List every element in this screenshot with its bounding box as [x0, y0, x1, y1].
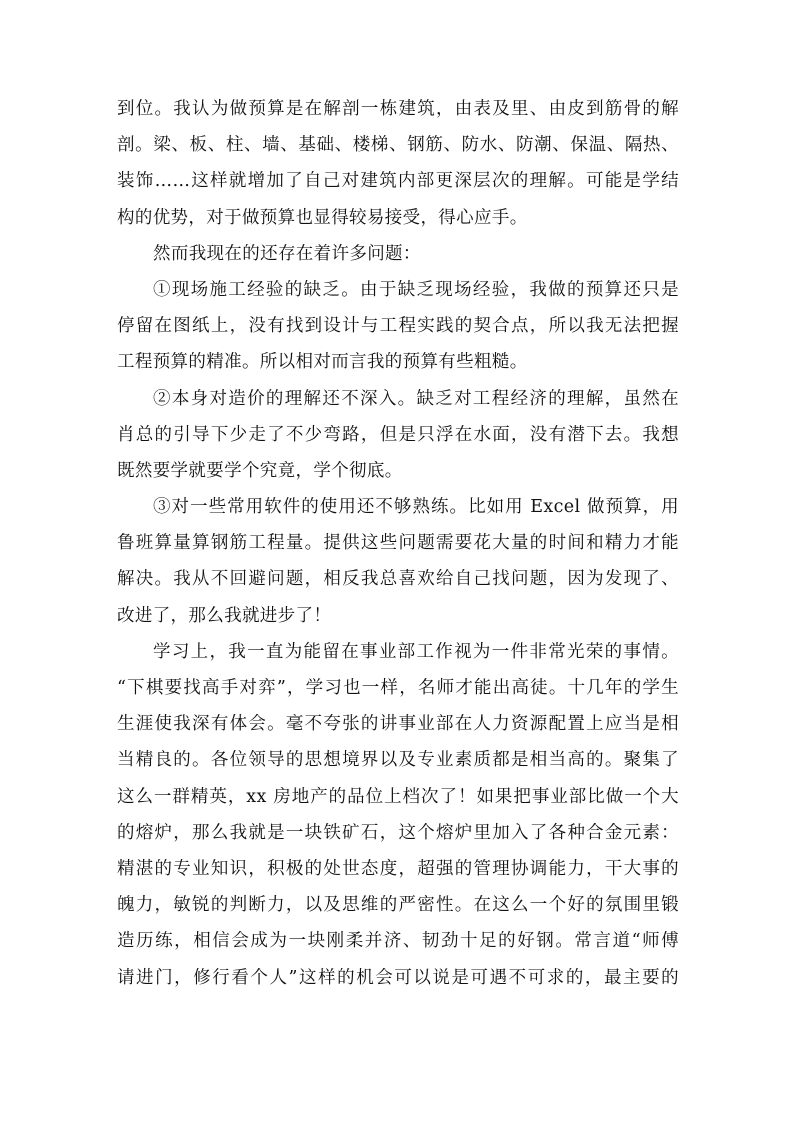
paragraph-6-line-7: 精湛的专业知识，积极的处世态度，超强的管理协调能力，干大事的	[117, 858, 679, 879]
paragraph-4-line-3: 既然要学就要学个究竟，学个彻底。	[117, 460, 403, 481]
paragraph-5-line-4: 改进了，那么我就进步了！	[117, 605, 332, 626]
document-body	[117, 91, 679, 996]
paragraph-1-line-4: 构的优势，对于做预算也显得较易接受，得心应手。	[117, 207, 528, 228]
paragraph-4-line-1: ②本身对造价的理解还不深入。缺乏对工程经济的理解，虽然在	[153, 388, 679, 409]
paragraph-3-line-1: ①现场施工经验的缺乏。由于缺乏现场经验，我做的预算还只是	[153, 279, 679, 300]
paragraph-6-line-5: 这么一群精英，xx 房地产的品位上档次了！如果把事业部比做一个大	[117, 786, 679, 807]
paragraph-6-line-10: 请进门，修行看个人”这样的机会可以说是可遇不可求的，最主要的	[117, 967, 679, 988]
paragraph-1-line-1: 到位。我认为做预算是在解剖一栋建筑，由表及里、由皮到筋骨的解	[117, 99, 679, 119]
paragraph-5-line-3: 解决。我从不回避问题，相反我总喜欢给自己找问题，因为发现了、	[117, 569, 679, 590]
paragraph-3-line-2: 停留在图纸上，没有找到设计与工程实践的契合点，所以我无法把握	[117, 316, 679, 337]
paragraph-3-line-3: 工程预算的精准。所以相对而言我的预算有些粗糙。	[117, 352, 528, 373]
paragraph-6-line-3: 生涯使我深有体会。毫不夸张的讲事业部在人力资源配置上应当是相	[117, 714, 679, 735]
paragraph-4-line-2: 肖总的引导下少走了不少弯路，但是只浮在水面，没有潜下去。我想	[117, 424, 679, 445]
paragraph-6-line-4: 当精良的。各位领导的思想境界以及专业素质都是相当高的。聚集了	[117, 750, 679, 771]
paragraph-1-line-3: 装饰……这样就增加了自己对建筑内部更深层次的理解。可能是学结	[117, 171, 679, 192]
paragraph-2-line-1: 然而我现在的还存在着许多问题：	[153, 243, 421, 264]
paragraph-1-line-2: 剖。梁、板、柱、墙、基础、楼梯、钢筋、防水、防潮、保温、隔热、	[117, 135, 679, 156]
paragraph-6-line-1: 学习上，我一直为能留在事业部工作视为一件非常光荣的事情。	[153, 641, 679, 662]
paragraph-6-line-2: “下棋要找高手对弈”，学习也一样，名师才能出高徒。十几年的学生	[117, 678, 679, 698]
paragraph-6-line-8: 魄力，敏锐的判断力，以及思维的严密性。在这么一个好的氛围里锻	[117, 895, 679, 916]
paragraph-6-line-9: 造历练，相信会成为一块刚柔并济、韧劲十足的好钢。常言道“师傅	[117, 931, 679, 952]
paragraph-5-line-2: 鲁班算量算钢筋工程量。提供这些问题需要花大量的时间和精力才能	[117, 533, 679, 554]
paragraph-6-line-6: 的熔炉，那么我就是一块铁矿石，这个熔炉里加入了各种合金元素：	[117, 822, 679, 843]
paragraph-5-line-1: ③对一些常用软件的使用还不够熟练。比如用 Excel 做预算，用	[153, 497, 679, 518]
